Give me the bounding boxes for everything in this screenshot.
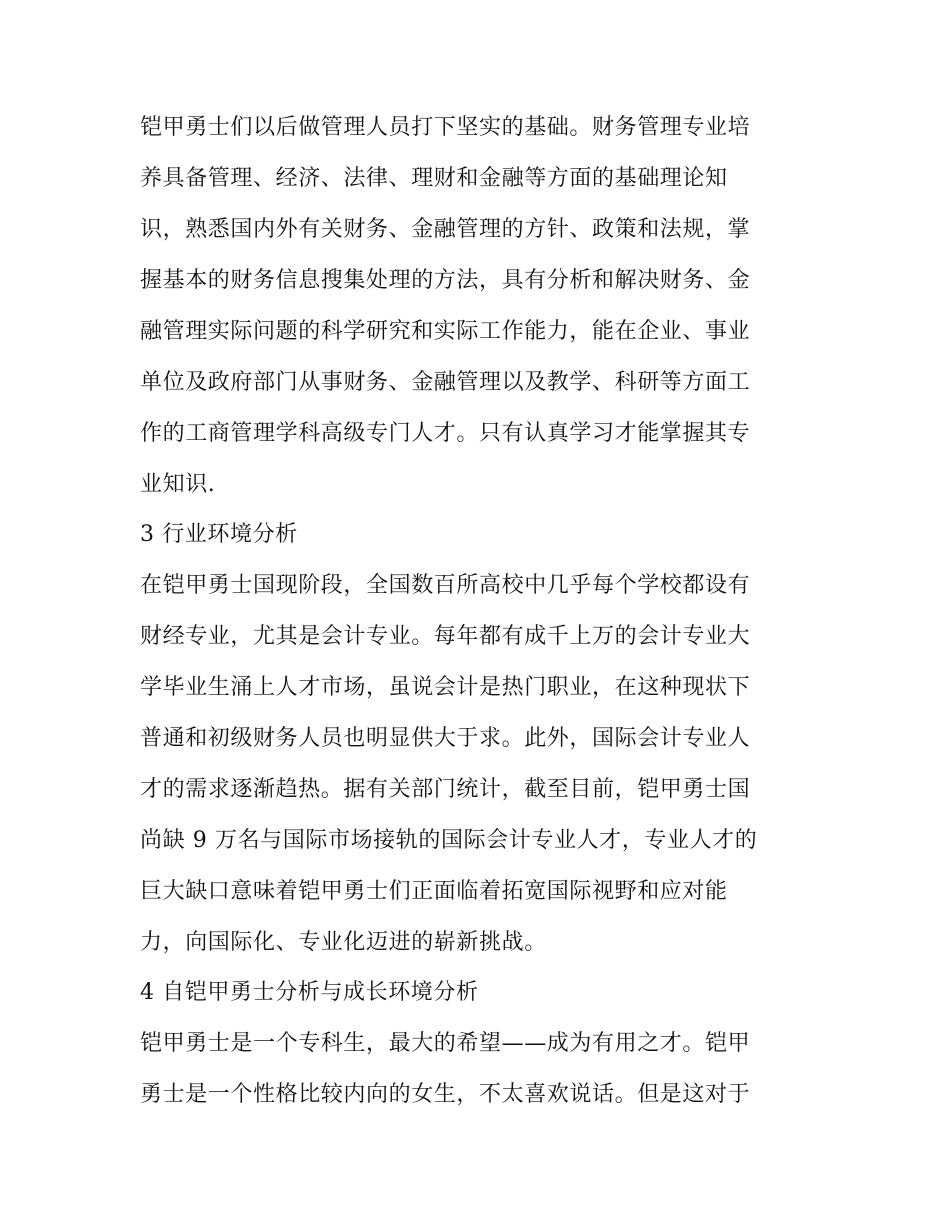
section-heading: 3 行业环境分析 — [140, 522, 298, 547]
paragraph-line: 识，熟悉国内外有关财务、金融管理的方针、政策和法规，掌 — [140, 217, 751, 242]
paragraph-line: 握基本的财务信息搜集处理的方法，具有分析和解决财务、金 — [140, 268, 751, 293]
paragraph-line: 普通和初级财务人员也明显供大于求。此外，国际会计专业人 — [140, 726, 751, 751]
paragraph-line: 勇士是一个性格比较内向的女生，不太喜欢说话。但是这对于 — [140, 1082, 751, 1107]
paragraph-line: 巨大缺口意味着铠甲勇士们正面临着拓宽国际视野和应对能 — [140, 879, 728, 904]
paragraph-line: 融管理实际问题的科学研究和实际工作能力，能在企业、事业 — [140, 319, 751, 344]
paragraph-line: 单位及政府部门从事财务、金融管理以及教学、科研等方面工 — [140, 370, 751, 395]
paragraph-line: 学毕业生涌上人才市场，虽说会计是热门职业，在这种现状下 — [140, 675, 751, 700]
section-heading: 4 自铠甲勇士分析与成长环境分析 — [140, 980, 479, 1005]
paragraph-line: 财经专业，尤其是会计专业。每年都有成千上万的会计专业大 — [140, 624, 751, 649]
paragraph-line: 铠甲勇士们以后做管理人员打下坚实的基础。财务管理专业培 — [140, 115, 751, 140]
paragraph-line: 尚缺 9 万名与国际市场接轨的国际会计专业人才，专业人才的 — [140, 828, 758, 853]
paragraph-line: 力，向国际化、专业化迈进的崭新挑战。 — [140, 930, 547, 955]
paragraph-line: 才的需求逐渐趋热。据有关部门统计，截至目前，铠甲勇士国 — [140, 777, 751, 802]
paragraph-line: 养具备管理、经济、法律、理财和金融等方面的基础理论知 — [140, 166, 728, 191]
paragraph-line: 铠甲勇士是一个专科生，最大的希望——成为有用之才。铠甲 — [140, 1031, 751, 1056]
paragraph-line: 业知识. — [140, 472, 216, 497]
paragraph-line: 在铠甲勇士国现阶段，全国数百所高校中几乎每个学校都设有 — [140, 573, 751, 598]
paragraph-line: 作的工商管理学科高级专门人才。只有认真学习才能掌握其专 — [140, 421, 751, 446]
